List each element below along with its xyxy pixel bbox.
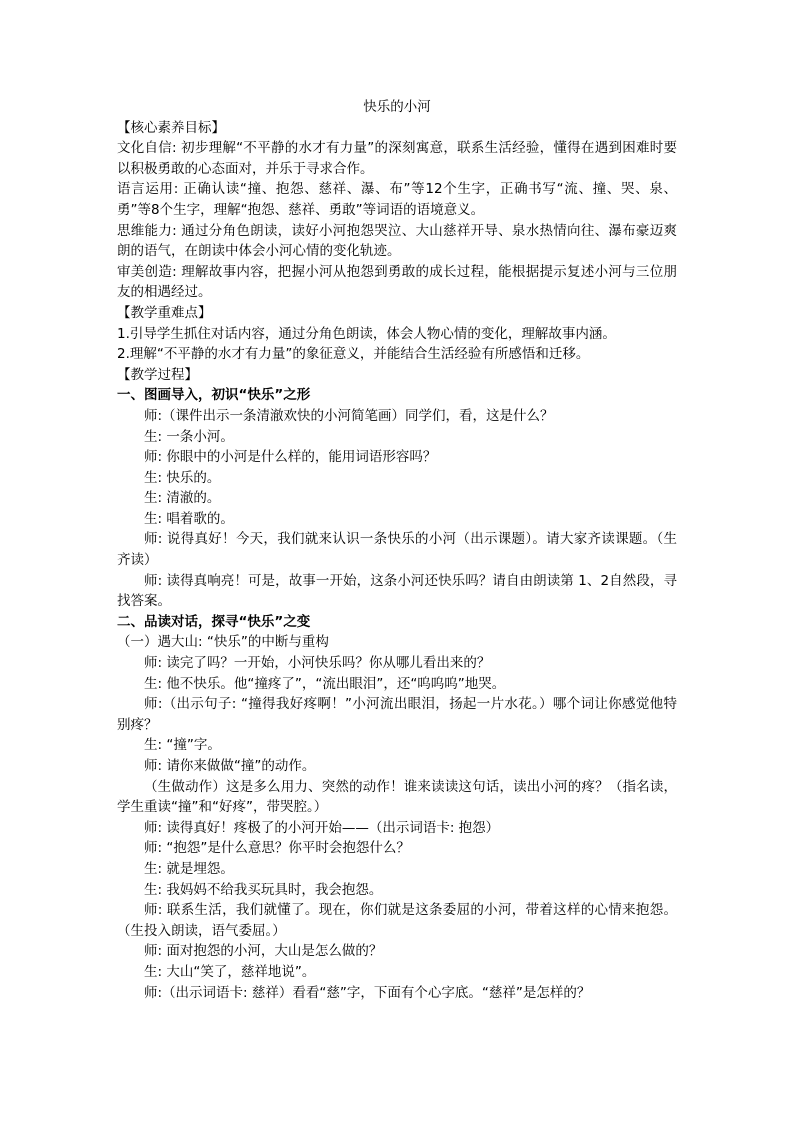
document-paragraph: 生: 就是埋怨。 <box>144 860 234 877</box>
document-page <box>117 97 677 1003</box>
document-paragraph: 生: “撞”字。 <box>144 737 221 754</box>
section-heading: 一、图画导入，初识“快乐”之形 <box>117 387 311 404</box>
document-paragraph: 【教学重难点】 <box>117 304 212 321</box>
document-paragraph: （一）遇大山: “快乐”的中断与重构 <box>117 634 329 651</box>
document-paragraph: 语言运用: 正确认读“撞、抱怨、慈祥、瀑、布”等12个生字，正确书写“流、撞、哭、泉、勇”等8个生字，理解“抱怨、慈祥、勇敢”等词语的语境意义。 <box>117 181 677 218</box>
document-paragraph: 师:（出示词语卡: 慈祥）看看“慈”字，下面有个心字底。“慈祥”是怎样的？ <box>144 984 591 1001</box>
document-paragraph: 师: 读得真响亮！可是，故事一开始，这条小河还快乐吗？请自由朗读第 1、2自然段，寻找答案。 <box>117 572 677 610</box>
document-paragraph: 审美创造: 理解故事内容，把握小河从抱怨到勇敢的成长过程，能根据提示复述小河与三位朋友的相遇经过。 <box>117 263 677 301</box>
document-paragraph: 【核心素养目标】 <box>117 119 225 136</box>
document-paragraph: 生: 唱着歌的。 <box>144 510 234 527</box>
document-paragraph: 师: 联系生活，我们就懂了。现在，你们就是这条委屈的小河，带着这样的心情来抱怨。（生投入朗读，语气委屈。） <box>117 902 677 939</box>
document-paragraph: 1.引导学生抓住对话内容，通过分角色朗读，体会人物心情的变化，理解故事内涵。 <box>117 325 616 342</box>
document-paragraph: 生: 一条小河。 <box>144 428 234 445</box>
document-paragraph: 师:（出示句子: “撞得我好疼啊！”小河流出眼泪，扬起一片水花。）哪个词让你感觉他特别疼？ <box>117 696 677 733</box>
document-paragraph: 师: 请你来做做“撞”的动作。 <box>144 758 316 774</box>
document-paragraph: （生做动作）这是多么用力、突然的动作！谁来读读这句话，读出小河的疼？（指名读，学生重读“撞”和“好疼”，带哭腔。） <box>117 778 677 816</box>
document-paragraph: 生: 大山“笑了，慈祥地说”。 <box>144 963 316 980</box>
document-paragraph: 师: 面对抱怨的小河，大山是怎么做的？ <box>144 943 383 960</box>
section-heading: 二、品读对话，探寻“快乐”之变 <box>117 613 311 630</box>
document-paragraph: 思维能力: 通过分角色朗读，读好小河抱怨哭泣、大山慈祥开导、泉水热情向往、瀑布豪迈爽朗的语气，在朗读中体会小河心情的变化轨迹。 <box>117 222 677 260</box>
document-paragraph: 师: “抱怨”是什么意思？你平时会抱怨什么？ <box>144 840 410 857</box>
document-paragraph: 文化自信: 初步理解“不平静的水才有力量”的深刻寓意，联系生活经验，懂得在遇到困难时要以积极勇敢的心态面对，并乐于寻求合作。 <box>117 140 677 177</box>
document-paragraph: 生: 我妈妈不给我买玩具时，我会抱怨。 <box>144 881 383 898</box>
document-body <box>117 118 677 1004</box>
document-paragraph: 生: 快乐的。 <box>144 469 221 486</box>
document-title: 快乐的小河 <box>363 99 431 115</box>
document-paragraph: 师: 说得真好！今天，我们就来认识一条快乐的小河（出示课题）。请大家齐读课题。（生齐读） <box>117 531 677 569</box>
document-paragraph: 生: 他不快乐。他“撞疼了”，“流出眼泪”，还“呜呜呜”地哭。 <box>144 675 506 692</box>
document-paragraph: 生: 清澈的。 <box>144 490 221 507</box>
document-paragraph: 2.理解“不平静的水才有力量”的象征意义，并能结合生活经验有所感悟和迁移。 <box>117 346 590 363</box>
document-paragraph: 师: 读得真好！疼极了的小河开始——（出示词语卡: 抱怨） <box>144 819 500 836</box>
document-paragraph: 师: 你眼中的小河是什么样的，能用词语形容吗？ <box>144 449 437 466</box>
document-paragraph: 师: 读完了吗？一开始，小河快乐吗？你从哪儿看出来的？ <box>144 655 491 672</box>
document-paragraph: 【教学过程】 <box>117 366 198 383</box>
document-paragraph: 师:（课件出示一条清澈欢快的小河简笔画）同学们，看，这是什么？ <box>144 407 554 424</box>
